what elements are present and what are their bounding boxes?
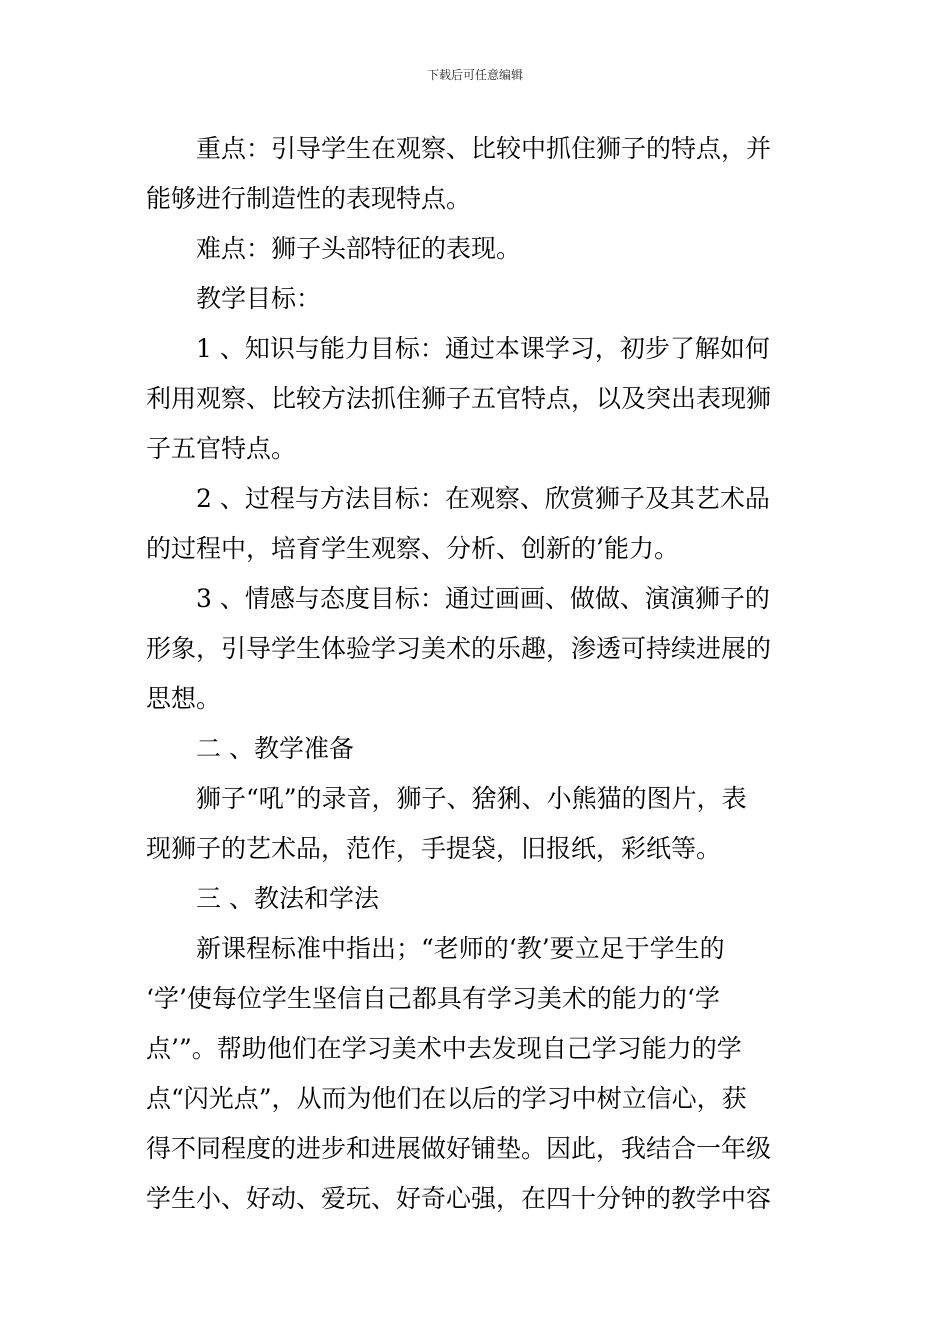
- line-text: 思想。: [146, 684, 222, 713]
- line-text: 点’”。帮助他们在学习美术中去发现自己学习能力的学: [146, 1034, 742, 1063]
- text-line: [0, 524, 950, 574]
- line-text: 难点：狮子头部特征的表现。: [196, 234, 522, 263]
- text-line: [0, 124, 950, 174]
- line-text: 1 、知识与能力目标：通过本课学习，初步了解如何: [196, 334, 770, 363]
- line-text: 的过程中，培育学生观察、分析、创新的’能力。: [146, 534, 679, 563]
- line-text: 子五官特点。: [146, 434, 297, 463]
- line-text: 2 、过程与方法目标：在观察、欣赏狮子及其艺术品: [196, 484, 770, 513]
- text-line: [0, 624, 950, 674]
- text-line: [0, 1124, 950, 1174]
- text-line: [0, 274, 950, 324]
- line-text: 能够进行制造性的表现特点。: [146, 184, 472, 213]
- line-text: 学生小、好动、爱玩、好奇心强，在四十分钟的教学中容: [146, 1184, 772, 1213]
- text-line: [0, 374, 950, 424]
- text-line: [0, 1074, 950, 1124]
- text-line: [0, 574, 950, 624]
- text-line: [0, 774, 950, 824]
- text-line: [0, 1024, 950, 1074]
- section-heading: [0, 874, 950, 924]
- text-line: [0, 924, 950, 974]
- line-text: 新课程标准中指出；“老师的‘教’要立足于学生的: [196, 934, 725, 963]
- text-line: [0, 324, 950, 374]
- text-line: [0, 974, 950, 1024]
- line-text: 现狮子的艺术品，范作，手提袋，旧报纸，彩纸等。: [146, 834, 722, 863]
- line-text: 利用观察、比较方法抓住狮子五官特点，以及突出表现狮: [146, 384, 772, 413]
- text-line: [0, 224, 950, 274]
- text-line: [0, 674, 950, 724]
- text-line: [0, 174, 950, 224]
- line-text: 三 、教法和学法: [196, 884, 379, 913]
- text-line: [0, 474, 950, 524]
- line-text: 点“闪光点”，从而为他们在以后的学习中树立信心，获: [146, 1084, 747, 1113]
- line-text: 重点：引导学生在观察、比较中抓住狮子的特点，并: [196, 134, 772, 163]
- text-line: [0, 1174, 950, 1224]
- line-text: 狮子“吼”的录音，狮子、猞猁、小熊猫的图片，表: [196, 784, 747, 813]
- line-text: 3 、情感与态度目标：通过画画、做做、演演狮子的: [196, 584, 770, 613]
- text-line: [0, 824, 950, 874]
- line-text: 形象，引导学生体验学习美术的乐趣，渗透可持续进展的: [146, 634, 772, 663]
- line-text: ‘学’使每位学生坚信自己都具有学习美术的能力的‘学: [146, 984, 720, 1013]
- line-text: 得不同程度的进步和进展做好铺垫。因此，我结合一年级: [146, 1134, 772, 1163]
- page-header: 下载后可任意编辑: [426, 68, 523, 82]
- line-text: 教学目标：: [196, 284, 322, 313]
- section-heading: [0, 724, 950, 774]
- text-line: [0, 424, 950, 474]
- line-text: 二 、教学准备: [196, 734, 354, 763]
